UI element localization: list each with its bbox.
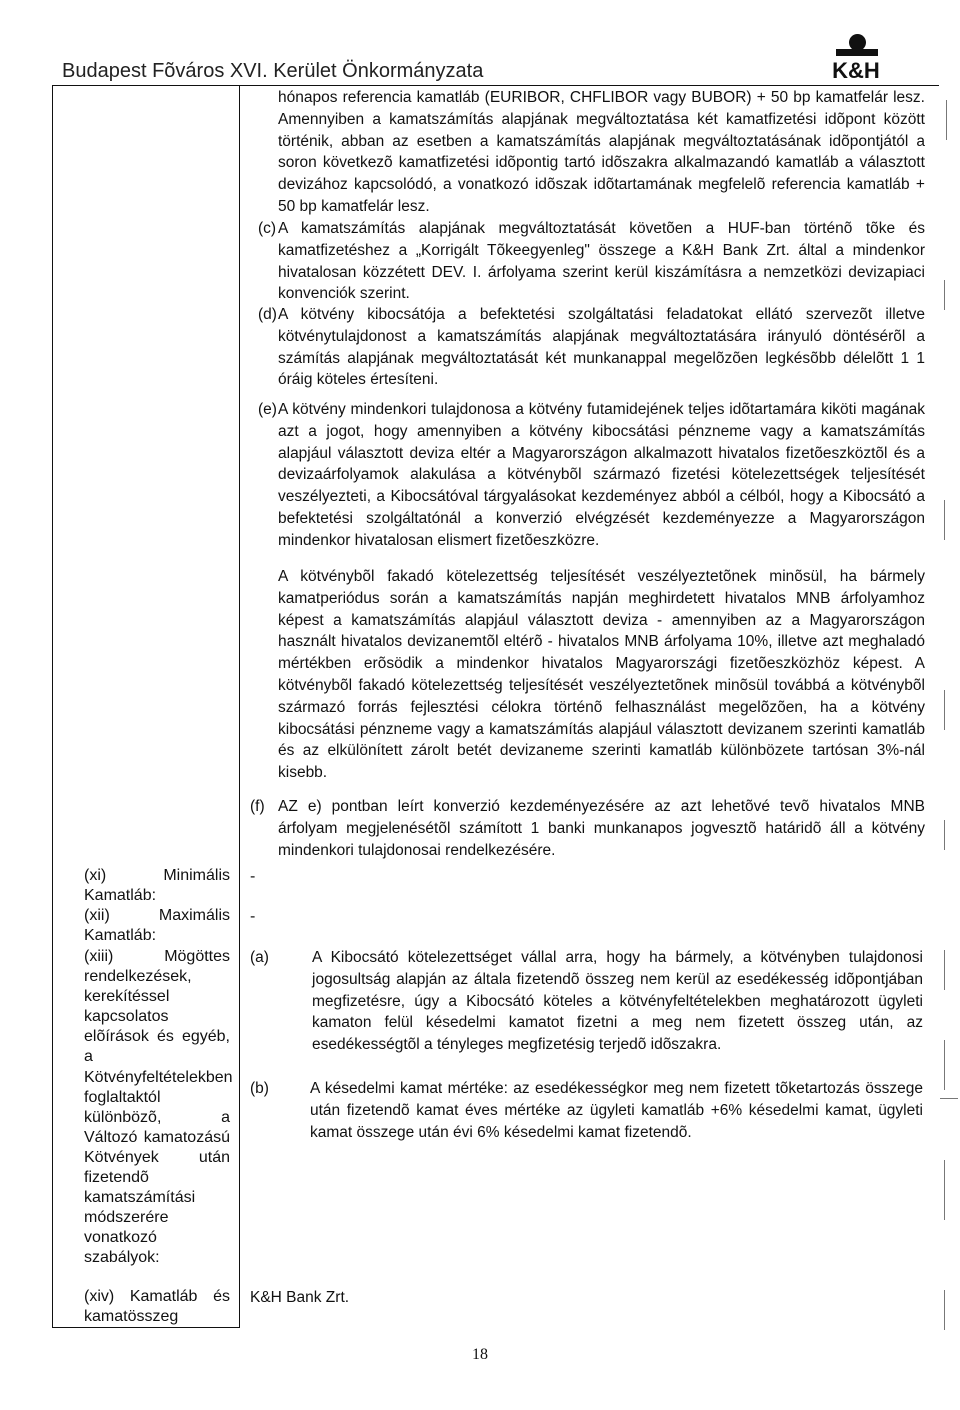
scan-mark	[944, 280, 945, 310]
left-label-max-rate: (xii) Maximális Kamatláb:	[84, 907, 230, 945]
left-label-provisions: (xiii) Mögöttes rendelkezések, kerekítéssel kapcsolatos elõírások és egyéb, a Kötvényfeltételekben foglaltaktól különbözõ, a Változó kamatozású Kötvények után fizetendõ kamatszámítási módszerére vonatkozó szabályok:	[84, 948, 233, 1267]
item-d-label: (d)	[258, 306, 277, 323]
left-label-min-rate: (xi) Minimális Kamatláb:	[84, 867, 230, 905]
item-d-text: A kötvény kibocsátója a befektetési szolgáltatási feladatokat ellátó szervezõt illetve kötvénytulajdonost a kamatszámítás alapjának megváltoztatására irányuló döntésérõl a számítás alapjának megváltoztatását két munkanappal megelõzõen legkésõbb délelõtt 1 1 óráig köteles értesíteni.	[278, 306, 925, 389]
logo-text: K&H	[832, 58, 880, 83]
scan-mark	[944, 950, 945, 990]
item-f-text: AZ e) pontban leírt konverzió kezdeményezésére az azt lehetõvé tevõ hivatalos MNB árfolyam megjelenésétõl számított 1 banki munkanapos jogvesztõ határidõ áll a kötvény mindenkori tulajdonosai rendelkezésére.	[278, 798, 925, 859]
interest-reference-paragraph: hónapos referencia kamatláb (EURIBOR, CHFLIBOR vagy BUBOR) + 50 bp kamatfelár lesz. Amennyiben a kamatszámítás alapjának megváltoztatása két kamatfizetési idõpont között történik, abban az esetben a kamatszámítás alapjának megváltoztatásának idõpontjától a soron következõ kamatfizetési idõpontig tartó idõszakra alkalmazandó kamatláb a választott devizához kapcsolódó, a vonatkozó idõszak idõtartamának megfelelõ referencia kamatláb + 50 bp kamatfelár lesz.	[278, 89, 925, 215]
document-header-title: Budapest Fõváros XVI. Kerület Önkormányzata	[62, 60, 484, 82]
min-rate-value: -	[250, 868, 256, 885]
item-e-continuation: A kötvénybõl fakadó kötelezettség teljesítését veszélyeztetõnek minõsül, ha bármely kamatperiódus során a kamatszámítás napján meghirdetett hivatalos MNB árfolyamhoz képest a kamatszámítás alapjául választott deviza - amennyiben az a Magyarországon használt hivatalos devizanemtõl eltérõ - hivatalos MNB árfolyama 10%, illetve azt meghaladó mértékben erõsödik a mindenkor hivatalos Magyarországi fizetõeszközhöz képest. A kötvénybõl fakadó kötelezettség teljesítését veszélyeztetõnek minõsül továbbá a kötvénybõl származó forrás fejlesztési célokra történõ felhasználást megelõzõen, ha a kötvény kibocsátási pénzneme vagy a kamatszámítás alapjául választott devizanem szerinti kamatláb és az elkülönített zárolt betét devizaneme szerinti kamatláb különbözete tartósan 3%-nál kisebb.	[278, 568, 925, 782]
scan-mark	[946, 100, 947, 140]
scan-mark	[944, 820, 945, 850]
table-column-divider	[239, 85, 240, 1328]
logo-bar-icon	[836, 49, 878, 56]
page-number: 18	[472, 1346, 488, 1363]
scan-mark	[940, 1098, 958, 1099]
item-e-label: (e)	[258, 401, 277, 418]
left-label-rate-amount: (xiv) Kamatláb és kamatösszeg	[84, 1288, 230, 1326]
item-f-label: (f)	[250, 798, 265, 815]
item-c-text: A kamatszámítás alapjának megváltoztatását követõen a HUF-ban történõ tõke és kamatfizetéshez a „Korrigált Tõkeegyenleg" összege a K&H Bank Zrt. által a mindenkor hivatalosan közzétett DEV. I. árfolyama szerint kerül kiszámításra a nemzetközi devizapiaci konvenciók szerint.	[278, 220, 925, 303]
table-left-border	[52, 85, 53, 1328]
scan-mark	[944, 1160, 945, 1220]
table-top-border	[52, 85, 939, 86]
item-b2-text: A késedelmi kamat mértéke: az esedékességkor meg nem fizetett tõketartozás összege után fizetendõ kamat éves mértéke az ügyleti kamatláb +6% késedelmi kamat, ügyleti kamat összege után évi 6% késedelmi kamat fizetendõ.	[310, 1080, 923, 1141]
calculation-agent: K&H Bank Zrt.	[250, 1289, 350, 1306]
scan-mark	[944, 1290, 945, 1330]
scan-mark	[944, 690, 945, 730]
item-a2-label: (a)	[250, 949, 269, 966]
item-c-label: (c)	[258, 220, 277, 237]
item-e-text: A kötvény mindenkori tulajdonosa a kötvény futamidejének teljes idõtartamára kiköti magának azt a jogot, hogy amennyiben a kötvény kibocsátási pénzneme vagy a kamatszámítás alapjául választott deviza eltér a Magyarországon alkalmazott hivatalos fizetõeszköztõl és a devizaárfolyamok alakulása a kötvénybõl származó fizetési kötelezettségek teljesítését veszélyezteti, a Kibocsátóval tárgyalásokat kezdeményez abból a célból, hogy a Kibocsátó a befektetési szolgáltatónál a konverzió elvégzését kezdeményezze a Magyarországon mindenkor hivatalosan elismert fizetõeszközre.	[278, 401, 925, 549]
scan-mark	[944, 500, 945, 540]
scan-mark	[944, 1040, 945, 1090]
kh-logo	[816, 34, 896, 82]
max-rate-value: -	[250, 908, 256, 925]
item-b2-label: (b)	[250, 1080, 269, 1097]
item-a2-text: A Kibocsátó kötelezettséget vállal arra, hogy ha bármely, a kötvényben tulajdonosi jogosultság alapján az általa fizetendõ összeg nem kerül az esedékesség idõpontjában megfizetésre, úgy a Kibocsátó köteles a kötvényfeltételekben meghatározott ügyleti kamaton felül késedelmi kamatot fizetni a meg nem fizetett összeg után, az esedékességtõl a tényleges megfizetésig terjedõ idõszakra.	[312, 949, 923, 1054]
